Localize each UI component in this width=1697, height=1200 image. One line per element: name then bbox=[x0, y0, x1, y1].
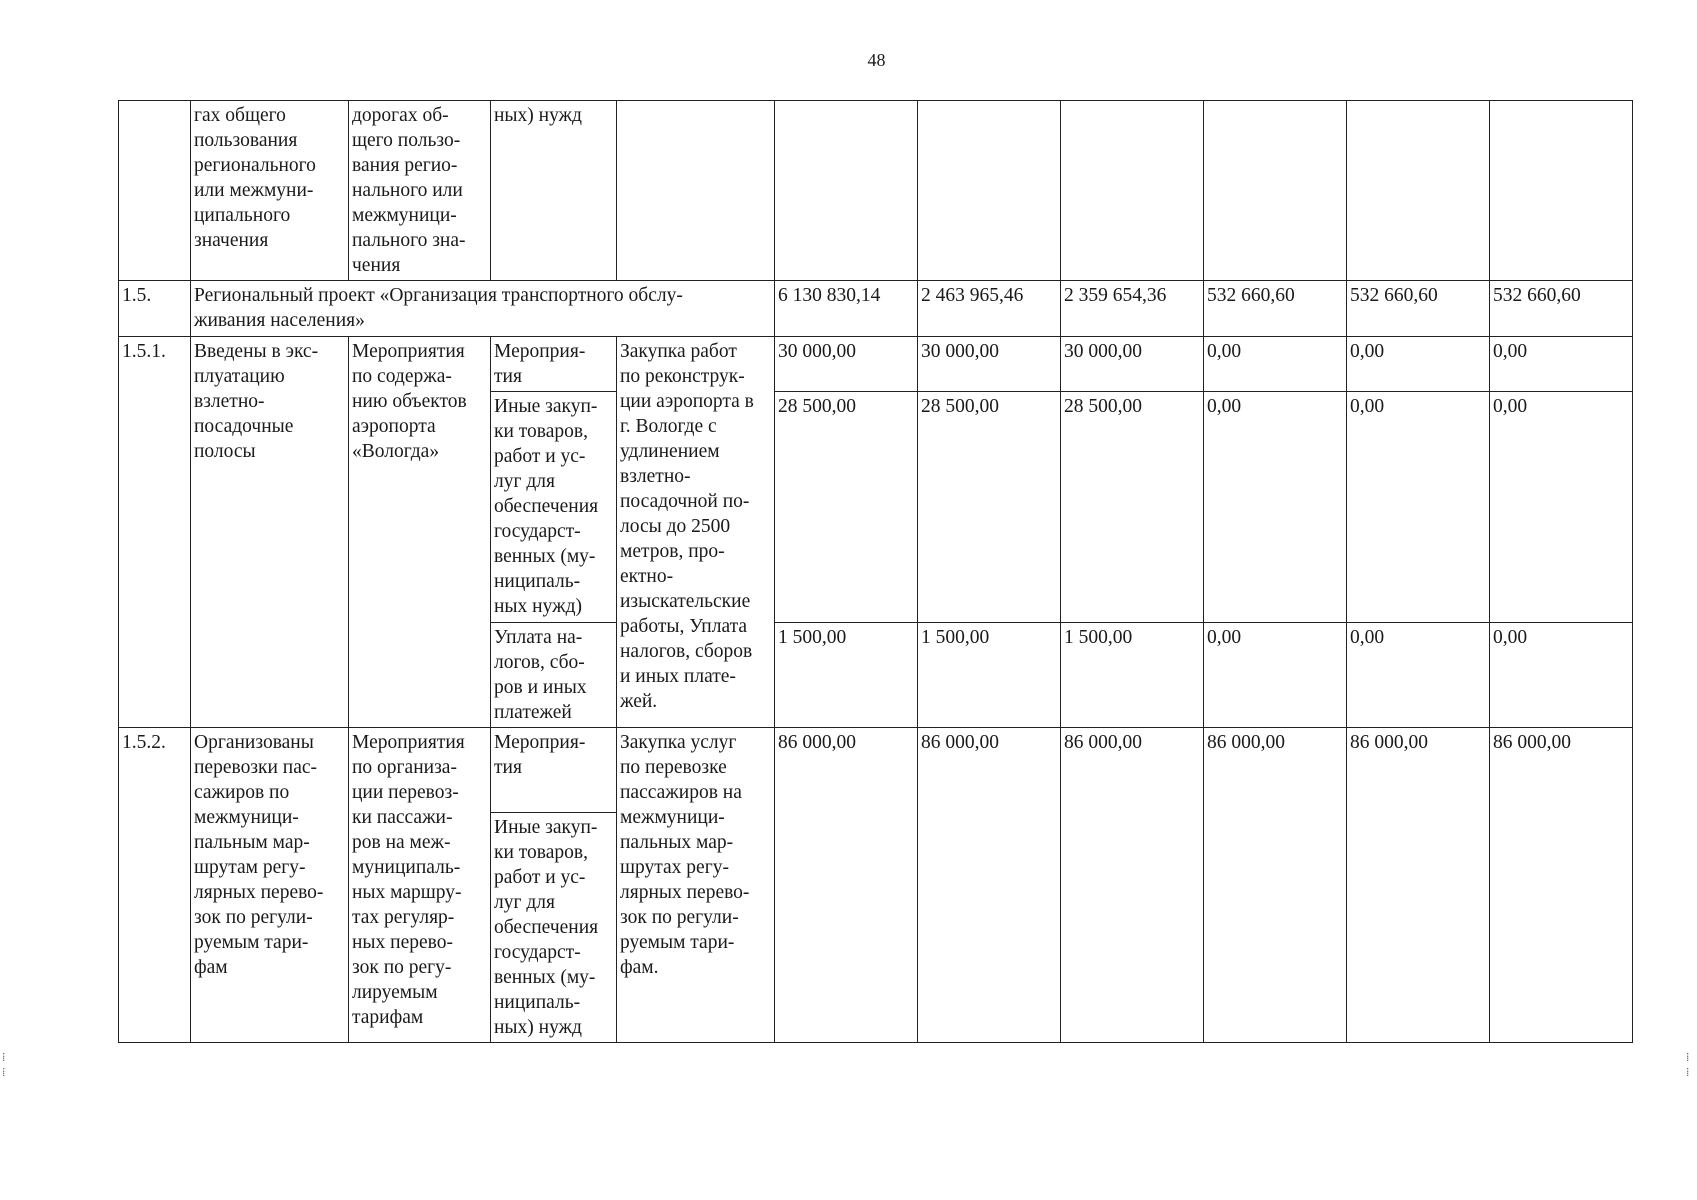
cell-purchase-description: Закупка работ по реконструк- ции аэропорта в г. Вологде с удлинением взлетно- посадочной по- лосы до 2500 метров, про- ектно- изыскательские работы, Уплата налогов, сборов и иных плате- жей. bbox=[617, 337, 775, 728]
cell-expense-type: Иные закуп- ки товаров, работ и ус- луг для обеспечения государст- венных (му- ниципаль- ных нужд) bbox=[491, 392, 617, 623]
cell-value: 1 500,00 bbox=[775, 623, 918, 728]
cell-value: 532 660,60 bbox=[1204, 281, 1347, 337]
cell-project-name: Региональный проект «Организация транспортного обслу- живания населения» bbox=[191, 281, 775, 337]
table-row-1-5 bbox=[119, 281, 1633, 337]
cell-value: 86 000,00 bbox=[1061, 728, 1204, 1043]
cell-value: 30 000,00 bbox=[918, 337, 1061, 392]
cell-value: 532 660,60 bbox=[1490, 281, 1633, 337]
cell-number: 1.5.2. bbox=[119, 728, 191, 1043]
cell-number: 1.5.1. bbox=[119, 337, 191, 728]
cell-value: 0,00 bbox=[1347, 623, 1490, 728]
scan-edge-mark-left: ⁞ ⁞ bbox=[2, 1050, 6, 1079]
cell-result: Введены в экс- плуатацию взлетно- посадочные полосы bbox=[191, 337, 349, 728]
cell-expense-type: Мероприя- тия bbox=[491, 728, 617, 813]
scan-edge-mark-right: ⁞ ⁞ bbox=[1686, 1050, 1690, 1079]
cell-event: Мероприятия по организа- ции перевоз- ки пассажи- ров на меж- муниципаль- ных маршру- тах регуляр- ных перево- зок по регу- лируемым тарифам bbox=[349, 728, 491, 1043]
cell-value: 0,00 bbox=[1204, 623, 1347, 728]
cell-expense-type: Уплата на- логов, сбо- ров и иных платежей bbox=[491, 623, 617, 728]
cell-purchase-description: Закупка услуг по перевозке пассажиров на межмуници- пальных мар- шрутах регу- лярных перево- зок по регули- руемым тари- фам. bbox=[617, 728, 775, 1043]
cell-value: 0,00 bbox=[1490, 337, 1633, 392]
cell-value: 1 500,00 bbox=[1061, 623, 1204, 728]
cell-value: 6 130 830,14 bbox=[775, 281, 918, 337]
cell-empty bbox=[119, 101, 191, 281]
cell-value: 0,00 bbox=[1204, 337, 1347, 392]
cell-result: гах общего пользования регионального или межмуни- ципального значения bbox=[191, 101, 349, 281]
cell-value: 86 000,00 bbox=[775, 728, 918, 1043]
cell-expense-type: ных) нужд bbox=[491, 101, 617, 281]
cell-value: 0,00 bbox=[1347, 392, 1490, 623]
cell-value: 2 463 965,46 bbox=[918, 281, 1061, 337]
cell-value: 1 500,00 bbox=[918, 623, 1061, 728]
cell-event: дорогах об- щего пользо- вания регио- нального или межмуници- пального зна- чения bbox=[349, 101, 491, 281]
cell-event: Мероприятия по содержа- нию объектов аэропорта «Вологда» bbox=[349, 337, 491, 728]
cell-value: 86 000,00 bbox=[1347, 728, 1490, 1043]
cell-value: 0,00 bbox=[1204, 392, 1347, 623]
cell-value: 28 500,00 bbox=[775, 392, 918, 623]
cell-value: 86 000,00 bbox=[918, 728, 1061, 1043]
table-row-1-5-1 bbox=[119, 337, 1633, 392]
table-row-1-5-2 bbox=[119, 728, 1633, 813]
cell-value: 28 500,00 bbox=[1061, 392, 1204, 623]
cell-expense-type: Иные закуп- ки товаров, работ и ус- луг для обеспечения государст- венных (му- ниципаль- ных) нужд bbox=[491, 813, 617, 1043]
cell-value: 532 660,60 bbox=[1347, 281, 1490, 337]
cell-value: 0,00 bbox=[1490, 392, 1633, 623]
cell-value: 2 359 654,36 bbox=[1061, 281, 1204, 337]
cell-value: 0,00 bbox=[1347, 337, 1490, 392]
cell-number: 1.5. bbox=[119, 281, 191, 337]
cell-expense-type: Мероприя- тия bbox=[491, 337, 617, 392]
cell-value: 0,00 bbox=[1490, 623, 1633, 728]
cell-value: 86 000,00 bbox=[1204, 728, 1347, 1043]
cell-value: 30 000,00 bbox=[1061, 337, 1204, 392]
table-row-continuation bbox=[119, 101, 1633, 281]
cell-value: 28 500,00 bbox=[918, 392, 1061, 623]
cell-value: 30 000,00 bbox=[775, 337, 918, 392]
cell-result: Организованы перевозки пас- сажиров по межмуници- пальным мар- шрутам регу- лярных перево- зок по регули- руемым тари- фам bbox=[191, 728, 349, 1043]
cell-value: 86 000,00 bbox=[1490, 728, 1633, 1043]
budget-table bbox=[118, 100, 1633, 1043]
page-number: 48 bbox=[867, 50, 886, 70]
